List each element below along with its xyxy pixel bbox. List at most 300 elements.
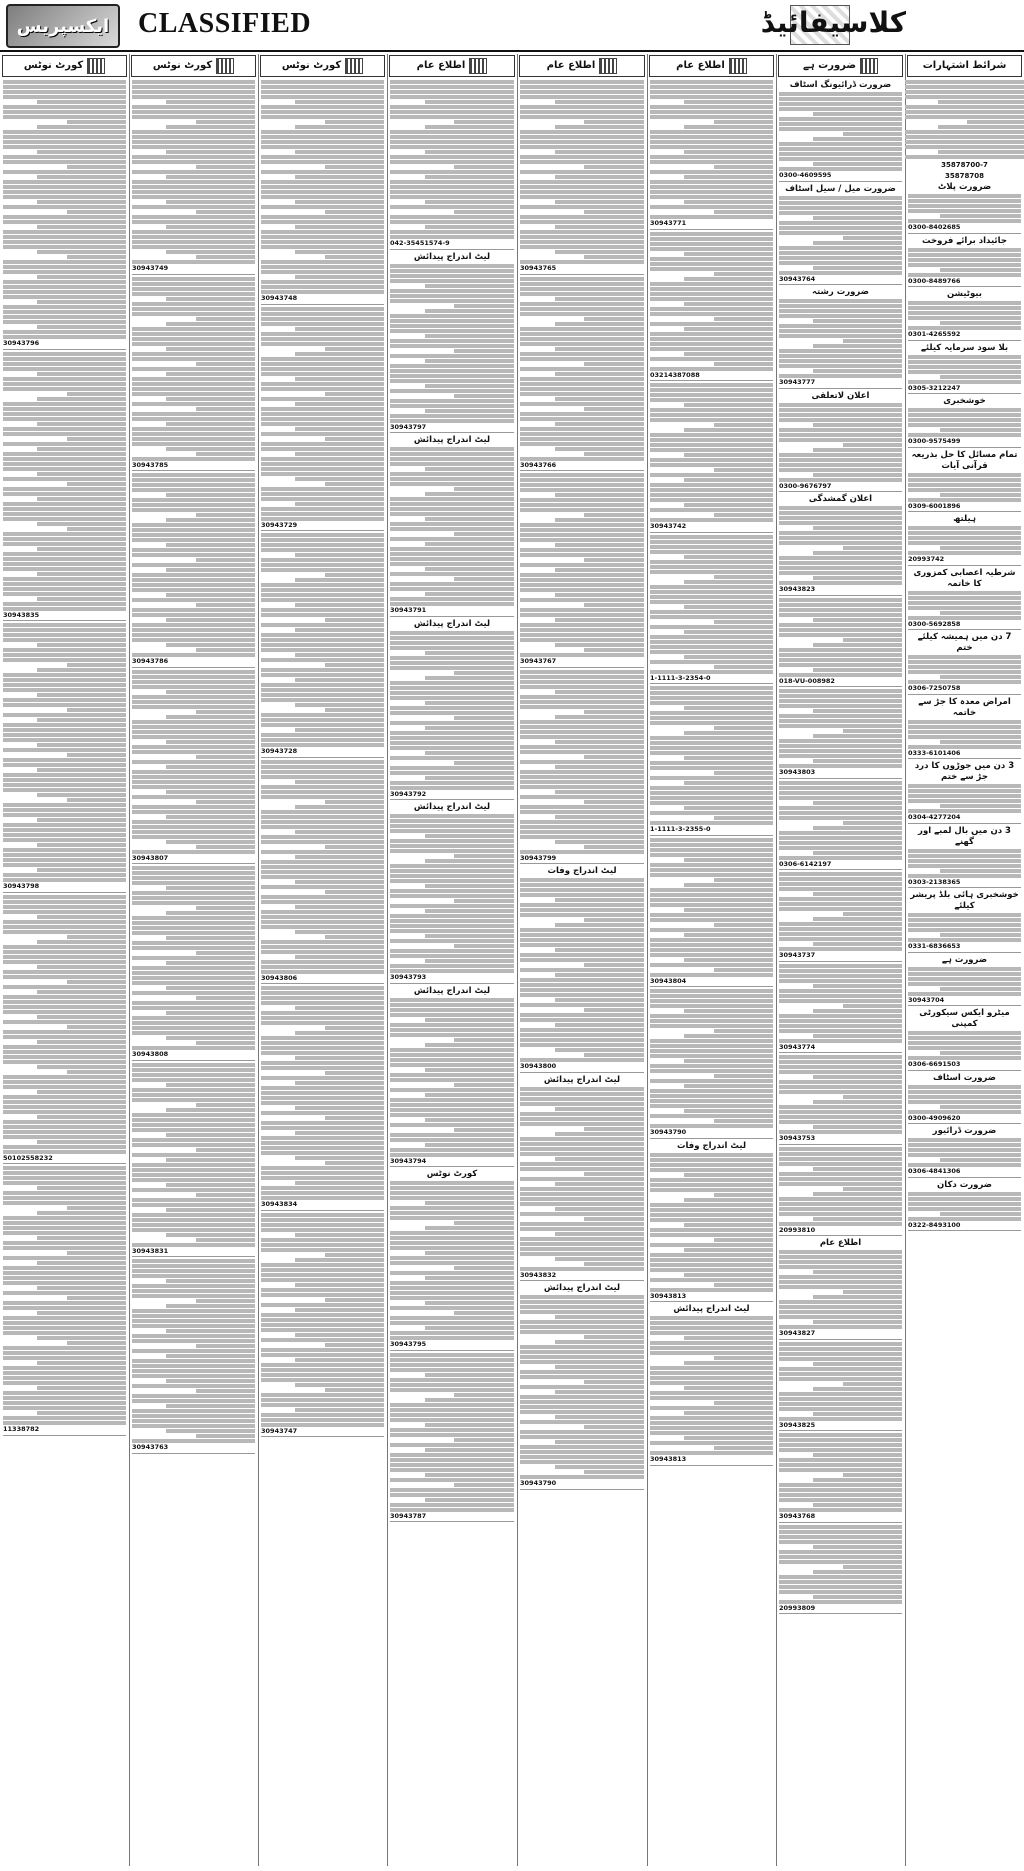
text-line (390, 379, 514, 383)
text-line (584, 963, 644, 967)
text-line (454, 349, 514, 353)
text-line (166, 250, 255, 254)
text-line (390, 631, 514, 635)
text-line (3, 80, 126, 84)
text-line (3, 1401, 126, 1405)
text-line (132, 670, 255, 674)
text-line (779, 673, 902, 677)
ad-title: اعلان لاتعلقی (811, 390, 870, 401)
text-line (37, 668, 126, 672)
text-line (166, 1354, 255, 1358)
text-line (390, 1123, 514, 1127)
text-line (584, 1335, 644, 1339)
text-line (261, 583, 384, 587)
classified-ad (261, 1213, 384, 1438)
classified-ad (650, 1304, 773, 1466)
text-line (3, 808, 126, 812)
text-line (908, 735, 1021, 739)
text-line (425, 751, 514, 755)
text-line (295, 678, 384, 682)
text-line (3, 1371, 126, 1375)
text-line (650, 888, 773, 892)
text-line (37, 1115, 126, 1119)
text-line (779, 653, 902, 657)
text-line (3, 412, 126, 416)
text-line (390, 512, 514, 516)
text-line (3, 673, 126, 677)
text-line (390, 636, 514, 640)
text-line (650, 130, 773, 134)
text-line (425, 309, 514, 313)
text-line (132, 352, 255, 356)
text-line (555, 175, 644, 179)
text-line (650, 903, 773, 907)
text-line (3, 723, 126, 727)
text-line (714, 1356, 773, 1360)
text-line (908, 1207, 1021, 1211)
text-line (650, 110, 773, 114)
text-line (196, 951, 255, 955)
text-line (132, 675, 255, 679)
text-line (908, 488, 1021, 492)
text-line (684, 302, 773, 306)
text-line (940, 493, 1021, 497)
text-line (390, 90, 514, 94)
classified-ad (779, 598, 902, 688)
text-line (166, 1304, 255, 1308)
text-line (132, 1374, 255, 1378)
text-line (650, 398, 773, 402)
text-line (779, 226, 902, 230)
text-line (520, 1305, 644, 1309)
text-line (166, 1083, 255, 1087)
text-line (714, 120, 773, 124)
text-line (940, 675, 1021, 679)
text-line (132, 548, 255, 552)
text-line (520, 1152, 644, 1156)
text-line (37, 100, 126, 104)
text-line (905, 90, 1024, 94)
classified-ad (779, 689, 902, 779)
text-line (261, 160, 384, 164)
text-line (132, 1284, 255, 1288)
text-line (908, 789, 1021, 793)
text-line (520, 795, 644, 799)
text-line (779, 658, 902, 662)
text-line (425, 284, 514, 288)
text-line (684, 478, 773, 482)
text-line (520, 215, 644, 219)
text-line (3, 145, 126, 149)
text-line (132, 1359, 255, 1363)
ad-phone: 30943796 (3, 339, 40, 347)
masthead (0, 0, 1024, 52)
text-line (261, 623, 384, 627)
text-line (425, 492, 514, 496)
text-line (779, 608, 902, 612)
ad-title: ضرورت میل / سیل اسٹاف (785, 183, 896, 194)
text-line (261, 1323, 384, 1327)
text-line (779, 556, 902, 560)
ad-phone: 20993810 (779, 1225, 816, 1234)
text-line (166, 150, 255, 154)
text-line (261, 230, 384, 234)
column-heading-text: کورٹ نوٹس (281, 59, 342, 71)
classified-ad (390, 252, 514, 434)
text-line (650, 721, 773, 725)
ad-phone: 0304-4277204 (908, 813, 961, 821)
text-line (261, 1218, 384, 1222)
text-line (908, 606, 1021, 610)
text-line (714, 1074, 773, 1078)
text-line (196, 407, 255, 411)
text-line (779, 1530, 902, 1534)
text-line (908, 1143, 1021, 1147)
text-line (908, 992, 1021, 996)
classified-ad (779, 872, 902, 962)
text-line (261, 332, 384, 336)
text-line (132, 981, 255, 985)
text-line (132, 1016, 255, 1020)
text-line (454, 1038, 514, 1042)
text-line (555, 740, 644, 744)
text-line (779, 349, 902, 353)
text-line (425, 834, 514, 838)
text-line (261, 1096, 384, 1100)
text-line (650, 1426, 773, 1430)
text-line (261, 362, 384, 366)
text-line (454, 716, 514, 720)
text-line (261, 1213, 384, 1217)
text-line (261, 558, 384, 562)
text-line (454, 1438, 514, 1442)
classified-ad (520, 670, 644, 865)
text-line (261, 245, 384, 249)
ad-title: شرطیہ اعصابی کمزوری کا خاتمہ (913, 567, 1016, 589)
text-line (67, 1251, 126, 1255)
text-line (3, 215, 126, 219)
text-line (261, 1091, 384, 1095)
text-line (3, 1125, 126, 1129)
text-line (3, 633, 126, 637)
text-line (3, 1416, 126, 1420)
text-line (67, 210, 126, 214)
text-line (520, 685, 644, 689)
text-line (132, 387, 255, 391)
text-line (779, 418, 902, 422)
text-line (650, 262, 773, 266)
text-line (940, 869, 1021, 873)
text-line (390, 597, 514, 601)
text-line (555, 1048, 644, 1052)
text-line (520, 95, 644, 99)
text-line (520, 725, 644, 729)
text-line (779, 478, 902, 482)
text-line (650, 948, 773, 952)
text-line (650, 1288, 773, 1292)
text-line (196, 1193, 255, 1197)
text-line (584, 558, 644, 562)
ad-phone: 30943737 (779, 951, 816, 959)
text-line (132, 307, 255, 311)
text-line (390, 1296, 514, 1300)
text-line (3, 955, 126, 959)
text-line (908, 794, 1021, 798)
text-line (325, 800, 384, 804)
text-line (166, 911, 255, 915)
text-line (132, 638, 255, 642)
ad-phone: 30943795 (390, 1340, 427, 1348)
text-line (650, 989, 773, 993)
text-line (779, 1305, 902, 1309)
text-line (650, 711, 773, 715)
urdu-title: کلاسیفائیڈ (760, 6, 906, 39)
text-line (132, 850, 255, 854)
text-line (779, 1483, 902, 1487)
text-line (132, 382, 255, 386)
text-line (520, 488, 644, 492)
text-line (261, 795, 384, 799)
text-line (390, 894, 514, 898)
text-line (779, 1120, 902, 1124)
text-line (520, 993, 644, 997)
text-line (584, 1470, 644, 1474)
text-line (390, 497, 514, 501)
text-line (37, 597, 126, 601)
text-line (908, 199, 1021, 203)
text-line (261, 668, 384, 672)
text-line (813, 851, 902, 855)
text-line (908, 473, 1021, 477)
text-line (261, 447, 384, 451)
text-line (684, 1361, 773, 1365)
text-line (520, 478, 644, 482)
text-line (37, 547, 126, 551)
text-line (520, 1192, 644, 1196)
text-line (650, 1104, 773, 1108)
text-line (3, 828, 126, 832)
text-line (37, 768, 126, 772)
text-line (132, 991, 255, 995)
text-line (67, 482, 126, 486)
text-line (261, 1166, 384, 1170)
text-line (37, 1140, 126, 1144)
text-line (261, 337, 384, 341)
ad-phone: 30943823 (779, 585, 816, 593)
text-line (196, 1344, 255, 1348)
text-line (3, 873, 126, 877)
text-line (390, 1113, 514, 1117)
text-line (37, 125, 126, 129)
text-line (261, 462, 384, 466)
text-line (650, 640, 773, 644)
text-line (132, 971, 255, 975)
text-line (261, 95, 384, 99)
text-line (520, 332, 644, 336)
text-line (813, 709, 902, 713)
text-line (779, 1265, 902, 1269)
text-line (650, 560, 773, 564)
text-line (650, 791, 773, 795)
classified-ad (3, 352, 126, 622)
text-line (650, 307, 773, 311)
text-line (261, 115, 384, 119)
text-line (520, 1102, 644, 1106)
text-line (650, 413, 773, 417)
text-line (650, 746, 773, 750)
text-line (650, 297, 773, 301)
text-line (779, 806, 902, 810)
text-line (295, 427, 384, 431)
text-line (261, 467, 384, 471)
text-line (3, 140, 126, 144)
text-line (132, 427, 255, 431)
text-line (132, 508, 255, 512)
text-line (3, 1216, 126, 1220)
text-line (714, 165, 773, 169)
text-line (520, 933, 644, 937)
text-line (520, 533, 644, 537)
ad-phone: 30943765 (520, 264, 557, 272)
text-line (3, 130, 126, 134)
text-line (555, 1257, 644, 1261)
text-line (390, 819, 514, 823)
text-line (390, 160, 514, 164)
text-line (390, 998, 514, 1002)
column-heading-text: اطلاع عام (546, 59, 596, 71)
text-line (3, 285, 126, 289)
text-line (3, 230, 126, 234)
text-line (520, 825, 644, 829)
text-line (908, 418, 1021, 422)
text-line (132, 1414, 255, 1418)
text-line (779, 1438, 902, 1442)
text-line (132, 901, 255, 905)
text-line (67, 1296, 126, 1300)
text-line (779, 744, 902, 748)
text-line (67, 392, 126, 396)
text-line (132, 1399, 255, 1403)
text-line (261, 568, 384, 572)
text-line (261, 412, 384, 416)
text-line (425, 1251, 514, 1255)
text-line (520, 402, 644, 406)
text-line (390, 661, 514, 665)
text-line (390, 180, 514, 184)
text-line (684, 655, 773, 659)
text-line (779, 1260, 902, 1264)
text-line (3, 160, 126, 164)
text-line (938, 150, 1024, 154)
ad-phone: 30943729 (261, 520, 298, 529)
text-line (390, 1493, 514, 1497)
column-heading (131, 55, 256, 77)
text-line (261, 1066, 384, 1070)
text-line (132, 720, 255, 724)
text-line (520, 1420, 644, 1424)
text-line (261, 1191, 384, 1195)
text-line (520, 893, 644, 897)
text-line (132, 1088, 255, 1092)
text-line (261, 1186, 384, 1190)
text-line (650, 1153, 773, 1157)
text-line (390, 771, 514, 775)
text-line (132, 115, 255, 119)
text-line (650, 1168, 773, 1172)
text-line (454, 1483, 514, 1487)
text-line (908, 1085, 1021, 1089)
text-line (67, 980, 126, 984)
text-line (295, 1081, 384, 1085)
text-line (425, 1498, 514, 1502)
text-line (132, 402, 255, 406)
text-line (166, 125, 255, 129)
text-line (779, 107, 902, 111)
text-line (132, 735, 255, 739)
text-line (3, 170, 126, 174)
text-line (520, 670, 644, 674)
announcement-icon (729, 58, 747, 74)
text-line (650, 337, 773, 341)
text-line (132, 457, 255, 461)
text-line (908, 1090, 1021, 1094)
text-line (584, 1262, 644, 1266)
text-line (390, 1103, 514, 1107)
text-line (325, 573, 384, 577)
text-line (584, 918, 644, 922)
text-line (37, 1386, 126, 1390)
text-line (779, 541, 902, 545)
text-line (779, 1070, 902, 1074)
text-line (779, 246, 902, 250)
text-line (325, 708, 384, 712)
text-line (650, 135, 773, 139)
text-line (261, 693, 384, 697)
text-line (650, 1069, 773, 1073)
text-line (196, 558, 255, 562)
text-line (520, 1112, 644, 1116)
text-line (3, 492, 126, 496)
text-line (779, 1172, 902, 1176)
ad-phone: 30943768 (779, 1512, 816, 1520)
ad-phone: 30943786 (132, 657, 169, 665)
ad-phone: 0309-6001896 (908, 501, 961, 510)
text-line (779, 887, 902, 891)
text-line (3, 995, 126, 999)
text-line (390, 185, 514, 189)
text-line (3, 1226, 126, 1230)
text-line (813, 137, 902, 141)
text-line (132, 342, 255, 346)
text-line (908, 725, 1021, 729)
text-line (650, 448, 773, 452)
text-line (555, 948, 644, 952)
ad-phone: 30943808 (132, 1050, 169, 1058)
text-line (714, 816, 773, 820)
text-line (650, 898, 773, 902)
text-line (261, 810, 384, 814)
text-line (390, 289, 514, 293)
text-line (37, 1065, 126, 1069)
column-heading-text: اطلاع عام (416, 59, 466, 71)
text-line (779, 463, 902, 467)
text-line (3, 205, 126, 209)
text-line (166, 936, 255, 940)
text-line (940, 546, 1021, 550)
text-line (908, 370, 1021, 374)
text-line (132, 830, 255, 834)
text-line (650, 1371, 773, 1375)
